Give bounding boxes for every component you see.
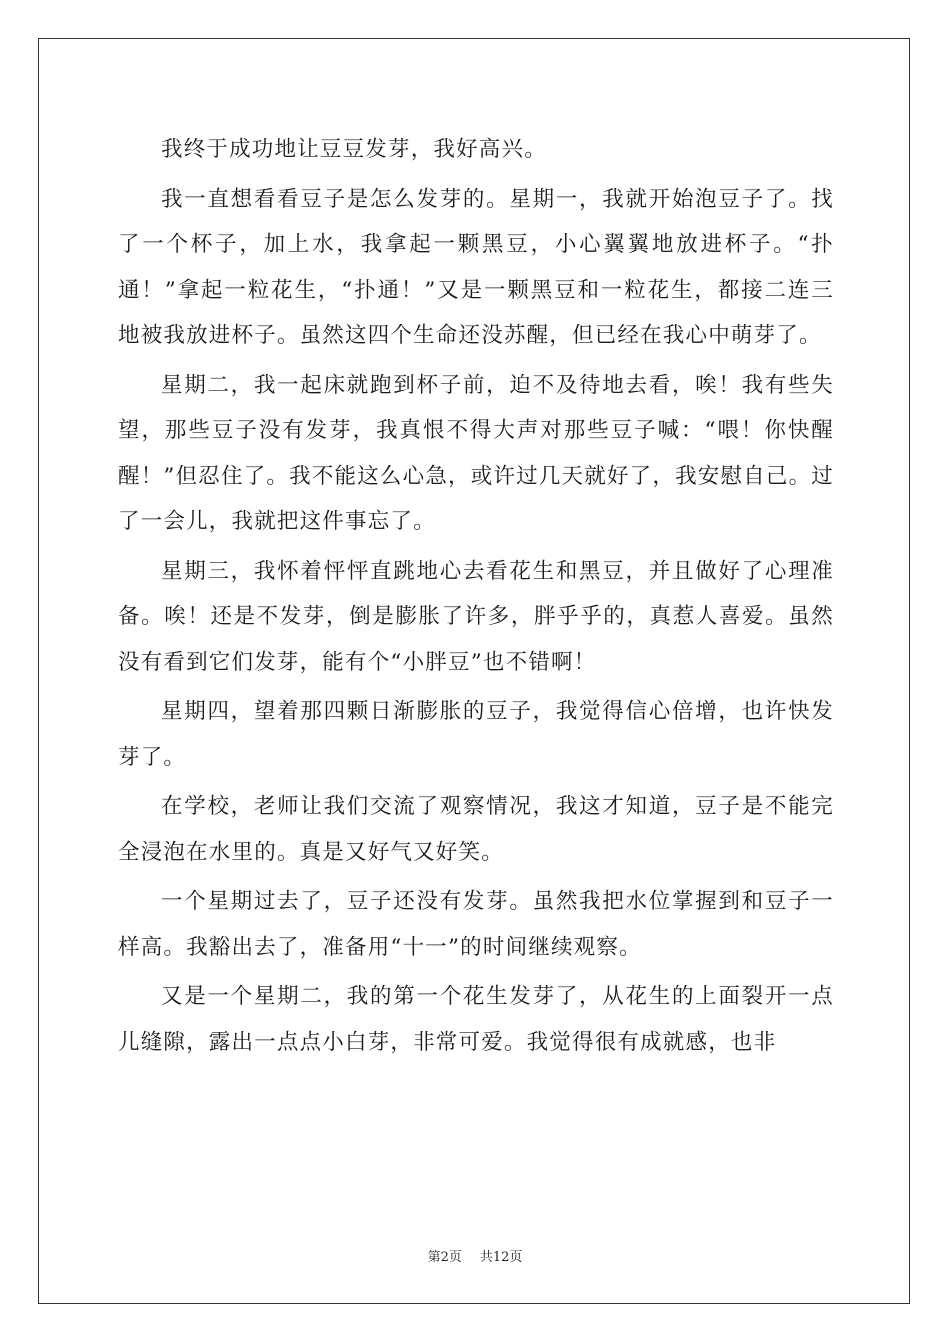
page-footer	[0, 1246, 950, 1265]
paragraph: 我一直想看看豆子是怎么发芽的。星期一，我就开始泡豆子了。找了一个杯子，加上水，我拿起一颗黑豆，小心翼翼地放进杯子。“扑通！”拿起一粒花生，“扑通！”又是一颗黑豆和一粒花生，都接二连三地被我放进杯子。虽然这四个生命还没苏醒，但已经在我心中萌芽了。	[118, 186, 834, 348]
document-body	[118, 127, 834, 1069]
page-total: 共12页	[479, 1250, 523, 1265]
paragraph: 我终于成功地让豆豆发芽，我好高兴。	[161, 137, 547, 162]
paragraph: 又是一个星期二，我的第一个花生发芽了，从花生的上面裂开一点儿缝隙，露出一点点小白芽，非常可爱。我觉得很有成就感，也非	[118, 984, 834, 1055]
paragraph: 星期四，望着那四颗日渐膨胀的豆子，我觉得信心倍增，也许快发芽了。	[118, 699, 834, 770]
paragraph: 在学校，老师让我们交流了观察情况，我这才知道，豆子是不能完全浸泡在水里的。真是又好气又好笑。	[118, 794, 834, 865]
paragraph: 星期二，我一起床就跑到杯子前，迫不及待地去看，唉！我有些失望，那些豆子没有发芽，我真恨不得大声对那些豆子喊：“喂！你快醒醒！”但忍住了。我不能这么心急，或许过几天就好了，我安慰自己。过了一会儿，我就把这件事忘了。	[118, 372, 834, 534]
paragraph: 星期三，我怀着怦怦直跳地心去看花生和黑豆，并且做好了心理准备。唉！还是不发芽，倒是膨胀了许多，胖乎乎的，真惹人喜爱。虽然没有看到它们发芽，能有个“小胖豆”也不错啊！	[118, 558, 834, 675]
paragraph: 一个星期过去了，豆子还没有发芽。虽然我把水位掌握到和豆子一样高。我豁出去了，准备用“十一”的时间继续观察。	[118, 889, 834, 960]
page-number: 第2页	[427, 1250, 462, 1265]
